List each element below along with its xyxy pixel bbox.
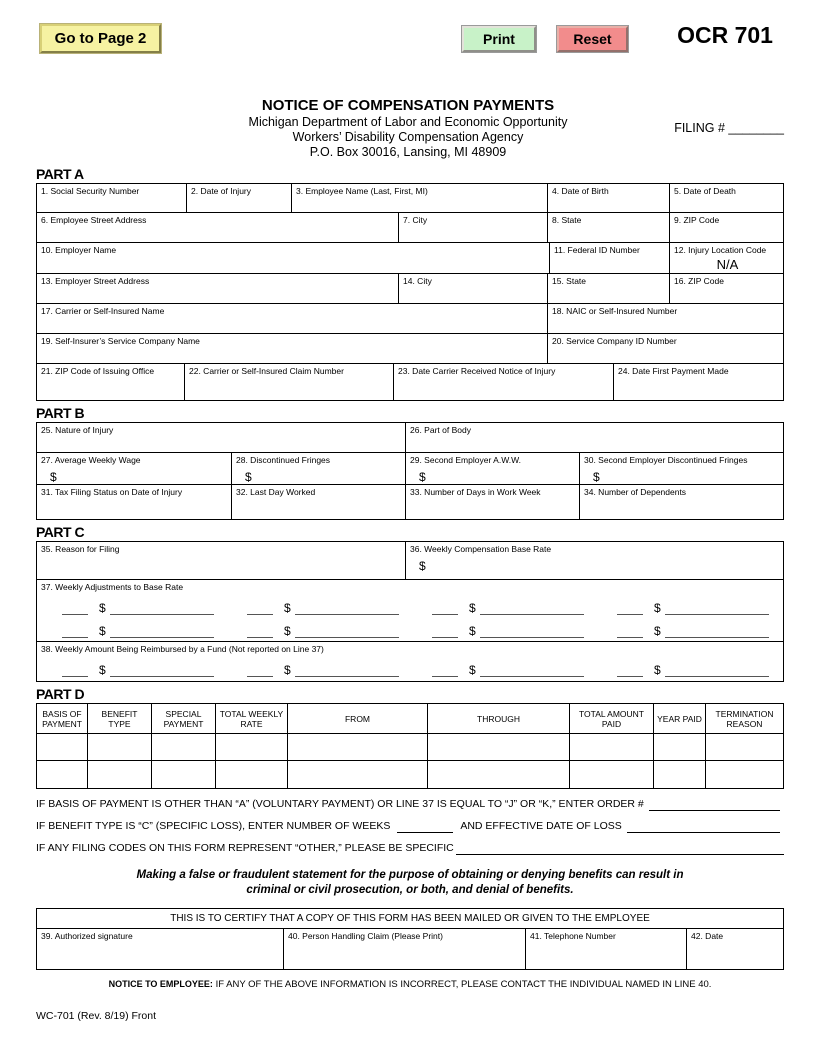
part-d-data-row [37, 734, 783, 761]
part-d-heading: PART D [36, 686, 85, 702]
label-employee-city: 7. City [403, 215, 428, 225]
adjustment-entry [596, 595, 781, 615]
form-header [0, 97, 816, 160]
label-number-of-dependents: 34. Number of Dependents [584, 487, 687, 497]
dollar-sign: $ [654, 663, 661, 677]
notice-to-employee-text: IF ANY OF THE ABOVE INFORMATION IS INCORRECT, PLEASE CONTACT THE INDIVIDUAL NAMED IN LINE 40. [215, 979, 712, 990]
cell-date-carrier-received-notice[interactable] [394, 364, 614, 400]
label-telephone-number: 41. Telephone Number [530, 931, 616, 941]
adjustment-code-blank[interactable] [247, 602, 273, 615]
label-fund-reimbursed: 38. Weekly Amount Being Reimbursed by a Fund (Not reported on Line 37) [41, 644, 324, 654]
part-a-row-5 [37, 304, 783, 334]
header-total-weekly-rate: TOTAL WEEKLY RATE [216, 704, 288, 733]
dollar-sign: $ [284, 663, 291, 677]
fund-amount-blank[interactable] [665, 664, 769, 677]
part-d-header-row [37, 704, 783, 734]
dollar-sign: $ [654, 601, 661, 615]
cell-claim-number[interactable] [185, 364, 394, 400]
certify-table [36, 908, 784, 970]
label-issuing-office-zip: 21. ZIP Code of Issuing Office [41, 366, 155, 376]
part-c-row-adjustments [37, 580, 783, 642]
header-through: THROUGH [428, 704, 570, 733]
order-number-blank[interactable] [649, 799, 780, 811]
payment-cell[interactable] [570, 761, 654, 788]
note-basis-of-payment [36, 798, 784, 811]
header-basis-of-payment: BASIS OF PAYMENT [37, 704, 88, 733]
adjustments-row-2 [41, 618, 781, 638]
filing-number-field[interactable]: FILING # ________ [674, 121, 784, 135]
note-filing-codes-other-text: IF ANY FILING CODES ON THIS FORM REPRESENT “OTHER,” PLEASE BE SPECIFIC [36, 842, 454, 854]
adjustment-entry [411, 618, 596, 638]
dollar-sign: $ [593, 470, 600, 484]
label-employee-state: 8. State [552, 215, 582, 225]
part-a-row-3 [37, 243, 783, 274]
other-specific-blank[interactable] [456, 843, 784, 855]
part-c-table [36, 541, 784, 682]
label-social-security-number: 1. Social Security Number [41, 186, 140, 196]
cell-service-company-name[interactable] [37, 334, 548, 363]
part-c-heading: PART C [36, 524, 85, 540]
dollar-sign: $ [284, 601, 291, 615]
label-part-of-body: 26. Part of Body [410, 425, 471, 435]
cell-employee-street-address[interactable] [37, 213, 399, 242]
fund-entry [411, 657, 596, 677]
label-person-handling-claim: 40. Person Handling Claim (Please Print) [288, 931, 443, 941]
part-a-heading: PART A [36, 166, 84, 182]
cell-weekly-compensation-base-rate[interactable] [406, 542, 783, 579]
fund-reimbursed-row [41, 657, 781, 677]
payment-cell[interactable] [216, 734, 288, 760]
payment-cell[interactable] [654, 761, 706, 788]
header-special-payment: SPECIAL PAYMENT [152, 704, 216, 733]
number-of-weeks-blank[interactable] [397, 821, 453, 833]
fund-code-blank[interactable] [247, 664, 273, 677]
note-benefit-type [36, 820, 784, 833]
part-c-row-fund-reimbursed [37, 642, 783, 681]
label-federal-id-number: 11. Federal ID Number [554, 245, 640, 255]
cell-reason-for-filing[interactable] [37, 542, 406, 579]
label-employer-name: 10. Employer Name [41, 245, 117, 255]
part-a-row-1 [37, 184, 783, 213]
form-number: WC-701 (Rev. 8/19) Front [36, 1010, 157, 1022]
cell-employer-city[interactable] [399, 274, 548, 303]
cell-authorized-signature[interactable] [37, 929, 284, 969]
label-discontinued-fringes: 28. Discontinued Fringes [236, 455, 331, 465]
cell-person-handling-claim[interactable] [284, 929, 526, 969]
fraud-warning-line-1: Making a false or fraudulent statement for the purpose of obtaining or denying benefits can result in [136, 869, 684, 881]
cell-telephone-number[interactable] [526, 929, 687, 969]
cell-employee-zip[interactable] [670, 213, 783, 242]
part-b-row-1 [37, 423, 783, 453]
dollar-sign: $ [469, 624, 476, 638]
effective-date-of-loss-blank[interactable] [627, 821, 780, 833]
payment-cell[interactable] [152, 734, 216, 760]
header-benefit-type: BENEFIT TYPE [88, 704, 152, 733]
adjustment-code-blank[interactable] [617, 625, 643, 638]
part-b-table [36, 422, 784, 520]
cell-injury-location-code[interactable] [670, 243, 783, 273]
header-year-paid: YEAR PAID [654, 704, 706, 733]
label-employer-street-address: 13. Employer Street Address [41, 276, 150, 286]
cell-last-day-worked[interactable] [232, 485, 406, 519]
cell-days-in-work-week[interactable] [406, 485, 580, 519]
fund-code-blank[interactable] [62, 664, 88, 677]
certify-statement: THIS IS TO CERTIFY THAT A COPY OF THIS FORM HAS BEEN MAILED OR GIVEN TO THE EMPLOYEE [170, 913, 650, 924]
dollar-sign: $ [419, 559, 426, 573]
payment-cell[interactable] [706, 761, 783, 788]
dollar-sign: $ [284, 624, 291, 638]
dollar-sign: $ [419, 470, 426, 484]
label-employee-street-address: 6. Employee Street Address [41, 215, 147, 225]
notice-to-employee-label: NOTICE TO EMPLOYEE: [108, 979, 213, 989]
label-injury-location-code: 12. Injury Location Code [674, 245, 767, 255]
cell-discontinued-fringes[interactable] [232, 453, 406, 484]
payment-cell[interactable] [37, 734, 88, 760]
cell-employee-name[interactable] [292, 184, 548, 212]
print-button[interactable]: Print [462, 26, 536, 52]
header-from: FROM [288, 704, 428, 733]
adjustment-amount-blank[interactable] [480, 602, 584, 615]
adjustment-amount-blank[interactable] [110, 625, 214, 638]
payment-cell[interactable] [428, 734, 570, 760]
address-line: P.O. Box 30016, Lansing, MI 48909 [309, 145, 507, 159]
part-a-row-6 [37, 334, 783, 364]
cell-second-employer-fringes[interactable] [580, 453, 783, 484]
cell-employer-zip[interactable] [670, 274, 783, 303]
certify-statement-row [37, 909, 783, 929]
adjustment-code-blank[interactable] [62, 602, 88, 615]
dollar-sign: $ [469, 601, 476, 615]
cell-tax-filing-status[interactable] [37, 485, 232, 519]
label-second-employer-aww: 29. Second Employer A.W.W. [410, 455, 522, 465]
cell-date-of-injury[interactable] [187, 184, 292, 212]
cell-federal-id-number[interactable] [550, 243, 670, 273]
part-b-row-3 [37, 485, 783, 519]
header-total-amount-paid: TOTAL AMOUNT PAID [570, 704, 654, 733]
injury-location-code-value: N/A [716, 257, 739, 272]
form-code-label: OCR 701 [677, 22, 773, 48]
department-line: Michigan Department of Labor and Economic Opportunity [248, 115, 568, 129]
adjustment-entry [41, 618, 226, 638]
payment-cell[interactable] [428, 761, 570, 788]
fund-amount-blank[interactable] [295, 664, 399, 677]
part-a-row-2 [37, 213, 783, 243]
cell-date-first-payment[interactable] [614, 364, 783, 400]
note-benefit-type-text-a: IF BENEFIT TYPE IS “C” (SPECIFIC LOSS), ENTER NUMBER OF WEEKS [36, 820, 391, 832]
go-to-page-2-button[interactable]: Go to Page 2 [40, 24, 161, 53]
label-weekly-compensation-base-rate: 36. Weekly Compensation Base Rate [410, 544, 552, 554]
cell-date-of-birth[interactable] [548, 184, 670, 212]
label-naic-number: 18. NAIC or Self-Insured Number [552, 306, 678, 316]
adjustment-entry [226, 618, 411, 638]
label-reason-for-filing: 35. Reason for Filing [41, 544, 120, 554]
label-authorized-signature: 39. Authorized signature [41, 931, 133, 941]
fund-entry [41, 657, 226, 677]
adjustment-entry [411, 595, 596, 615]
label-average-weekly-wage: 27. Average Weekly Wage [41, 455, 141, 465]
payment-cell[interactable] [288, 761, 428, 788]
payment-cell[interactable] [152, 761, 216, 788]
payment-cell[interactable] [706, 734, 783, 760]
label-service-company-id: 20. Service Company ID Number [552, 336, 677, 346]
note-filing-codes-other [36, 842, 784, 855]
toolbar [0, 0, 816, 55]
cell-date-signed[interactable] [687, 929, 783, 969]
adjustment-amount-blank[interactable] [110, 602, 214, 615]
label-date-of-death: 5. Date of Death [674, 186, 736, 196]
dollar-sign: $ [50, 470, 57, 484]
label-employer-zip: 16. ZIP Code [674, 276, 724, 286]
fraud-warning [36, 868, 784, 898]
adjustment-code-blank[interactable] [432, 602, 458, 615]
label-service-company-name: 19. Self-Insurer’s Service Company Name [41, 336, 200, 346]
cell-naic-number[interactable] [548, 304, 783, 333]
dollar-sign: $ [99, 663, 106, 677]
header-termination-reason: TERMINATION REASON [715, 708, 774, 729]
fraud-warning-line-2: criminal or civil prosecution, or both, and denial of benefits. [246, 884, 574, 896]
label-tax-filing-status: 31. Tax Filing Status on Date of Injury [41, 487, 183, 497]
payment-cell[interactable] [288, 734, 428, 760]
label-second-employer-fringes: 30. Second Employer Discontinued Fringes [584, 455, 748, 465]
payment-cell[interactable] [88, 734, 152, 760]
label-employer-state: 15. State [552, 276, 587, 286]
label-date-signed: 42. Date [691, 931, 724, 941]
notice-to-employee [36, 979, 784, 990]
adjustment-amount-blank[interactable] [295, 602, 399, 615]
cell-employer-state[interactable] [548, 274, 670, 303]
form-area [36, 166, 784, 1022]
part-a-table [36, 183, 784, 401]
fund-entry [596, 657, 781, 677]
reset-button[interactable]: Reset [557, 26, 628, 52]
fund-entry [226, 657, 411, 677]
cell-nature-of-injury[interactable] [37, 423, 406, 452]
dollar-sign: $ [469, 663, 476, 677]
adjustment-amount-blank[interactable] [480, 625, 584, 638]
adjustment-amount-blank[interactable] [665, 602, 769, 615]
form-title: NOTICE OF COMPENSATION PAYMENTS [261, 97, 555, 114]
cell-service-company-id[interactable] [548, 334, 783, 363]
label-date-of-injury: 2. Date of Injury [191, 186, 252, 196]
part-d-data-row [37, 761, 783, 788]
adjustment-code-blank[interactable] [432, 625, 458, 638]
label-weekly-adjustments: 37. Weekly Adjustments to Base Rate [41, 582, 184, 592]
label-claim-number: 22. Carrier or Self-Insured Claim Number [189, 366, 344, 376]
label-carrier-name: 17. Carrier or Self-Insured Name [41, 306, 165, 316]
adjustment-code-blank[interactable] [617, 602, 643, 615]
cell-date-of-death[interactable] [670, 184, 783, 212]
label-days-in-work-week: 33. Number of Days in Work Week [410, 487, 541, 497]
cell-employer-street-address[interactable] [37, 274, 399, 303]
label-nature-of-injury: 25. Nature of Injury [41, 425, 114, 435]
adjustment-amount-blank[interactable] [295, 625, 399, 638]
part-c-row-1 [37, 542, 783, 580]
payment-cell[interactable] [37, 761, 88, 788]
label-employee-name: 3. Employee Name (Last, First, MI) [296, 186, 428, 196]
certify-fields-row [37, 929, 783, 969]
label-date-carrier-received-notice: 23. Date Carrier Received Notice of Injury [398, 366, 556, 376]
part-b-row-2 [37, 453, 783, 485]
dollar-sign: $ [99, 601, 106, 615]
part-b-heading: PART B [36, 405, 85, 421]
payment-cell[interactable] [88, 761, 152, 788]
part-a-row-4 [37, 274, 783, 304]
adjustment-code-blank[interactable] [247, 625, 273, 638]
dollar-sign: $ [99, 624, 106, 638]
payment-cell[interactable] [570, 734, 654, 760]
part-d-table [36, 703, 784, 789]
adjustment-entry [41, 595, 226, 615]
fund-amount-blank[interactable] [480, 664, 584, 677]
adjustment-code-blank[interactable] [62, 625, 88, 638]
fund-amount-blank[interactable] [110, 664, 214, 677]
cell-social-security-number[interactable] [37, 184, 187, 212]
label-date-of-birth: 4. Date of Birth [552, 186, 609, 196]
label-employee-zip: 9. ZIP Code [674, 215, 720, 225]
cell-part-of-body[interactable] [406, 423, 783, 452]
agency-line: Workers’ Disability Compensation Agency [292, 130, 524, 144]
dollar-sign: $ [245, 470, 252, 484]
cell-carrier-name[interactable] [37, 304, 548, 333]
payment-cell[interactable] [654, 734, 706, 760]
cell-number-of-dependents[interactable] [580, 485, 783, 519]
label-employer-city: 14. City [403, 276, 432, 286]
fund-code-blank[interactable] [432, 664, 458, 677]
cell-employee-state[interactable] [548, 213, 670, 242]
label-last-day-worked: 32. Last Day Worked [236, 487, 316, 497]
adjustment-entry [226, 595, 411, 615]
adjustment-amount-blank[interactable] [665, 625, 769, 638]
cell-average-weekly-wage[interactable] [37, 453, 232, 484]
payment-cell[interactable] [216, 761, 288, 788]
note-basis-of-payment-text: IF BASIS OF PAYMENT IS OTHER THAN “A” (VOLUNTARY PAYMENT) OR LINE 37 IS EQUAL TO “J” OR “K,” ENTER ORDER # [36, 798, 644, 810]
adjustments-row-1 [41, 595, 781, 615]
note-benefit-type-text-b: AND EFFECTIVE DATE OF LOSS [460, 820, 622, 832]
fund-code-blank[interactable] [617, 664, 643, 677]
part-a-row-7 [37, 364, 783, 400]
adjustment-entry [596, 618, 781, 638]
cell-second-employer-aww[interactable] [406, 453, 580, 484]
cell-issuing-office-zip[interactable] [37, 364, 185, 400]
cell-employee-city[interactable] [399, 213, 548, 242]
label-date-first-payment: 24. Date First Payment Made [618, 366, 729, 376]
dollar-sign: $ [654, 624, 661, 638]
cell-employer-name[interactable] [37, 243, 550, 273]
